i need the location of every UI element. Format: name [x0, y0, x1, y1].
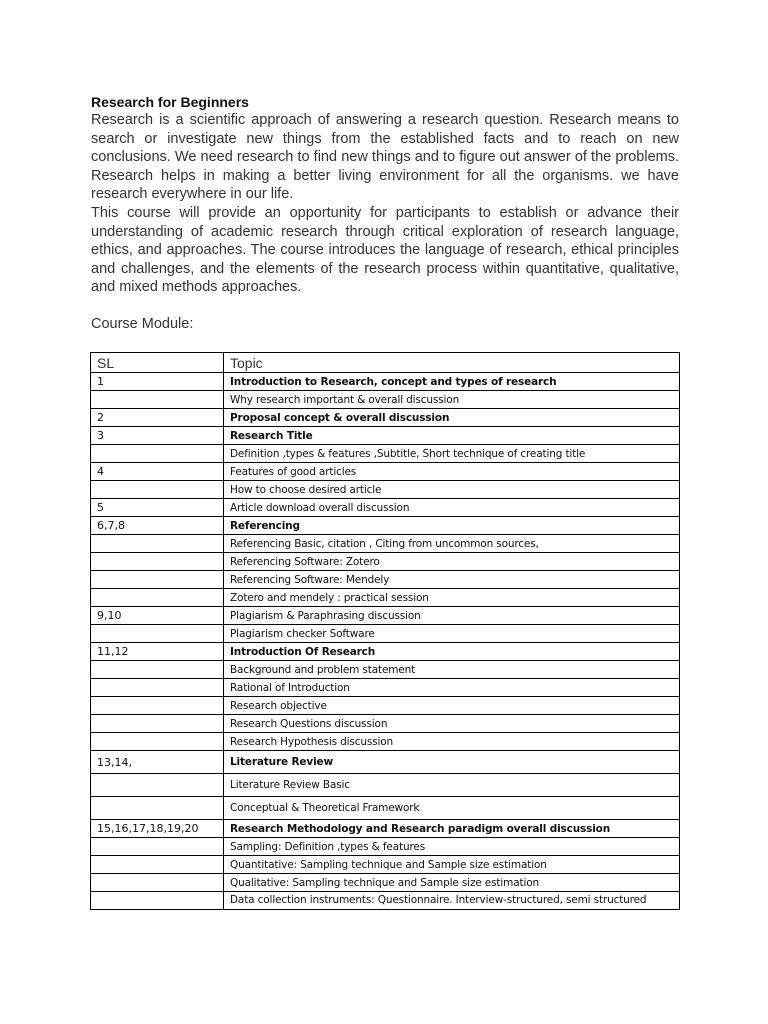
row-topic: Introduction to Research, concept and types of research — [224, 373, 680, 391]
row-sl: 1 — [91, 373, 224, 391]
table-row — [91, 874, 680, 892]
row-sl — [91, 892, 224, 910]
row-topic: Research Questions discussion — [224, 715, 680, 733]
row-sl: 13,14, — [91, 751, 224, 774]
row-sl: 6,7,8 — [91, 517, 224, 535]
row-topic: Plagiarism checker Software — [224, 625, 680, 643]
table-row — [91, 499, 680, 517]
row-sl — [91, 661, 224, 679]
row-topic: Literature Review — [224, 751, 680, 774]
table-row — [91, 391, 680, 409]
row-topic: Article download overall discussion — [224, 499, 680, 517]
row-sl: 4 — [91, 463, 224, 481]
table-row — [91, 571, 680, 589]
table-row — [91, 463, 680, 481]
row-sl — [91, 774, 224, 797]
row-topic: How to choose desired article — [224, 481, 680, 499]
row-sl — [91, 571, 224, 589]
table-row — [91, 373, 680, 391]
row-topic: Background and problem statement — [224, 661, 680, 679]
table-body — [91, 373, 680, 910]
row-sl — [91, 838, 224, 856]
table-row — [91, 625, 680, 643]
row-sl — [91, 445, 224, 463]
table-row — [91, 679, 680, 697]
row-sl — [91, 715, 224, 733]
table-row — [91, 856, 680, 874]
row-topic: Rational of Introduction — [224, 679, 680, 697]
table-row — [91, 697, 680, 715]
table-row — [91, 409, 680, 427]
row-sl — [91, 697, 224, 715]
row-sl — [91, 535, 224, 553]
row-topic: Why research important & overall discussion — [224, 391, 680, 409]
document-body — [91, 93, 679, 333]
row-sl — [91, 625, 224, 643]
row-topic: Conceptual & Theoretical Framework — [224, 797, 680, 820]
row-topic: Sampling: Definition ,types & features — [224, 838, 680, 856]
row-sl — [91, 856, 224, 874]
row-sl — [91, 391, 224, 409]
row-topic: Introduction Of Research — [224, 643, 680, 661]
row-topic: Features of good articles — [224, 463, 680, 481]
row-sl: 3 — [91, 427, 224, 445]
table-header-row — [91, 353, 680, 373]
header-topic: Topic — [224, 353, 680, 373]
row-sl: 9,10 — [91, 607, 224, 625]
row-sl — [91, 797, 224, 820]
row-sl — [91, 553, 224, 571]
row-topic: Quantitative: Sampling technique and Sample size estimation — [224, 856, 680, 874]
document-title: Research for Beginners — [91, 94, 249, 110]
row-topic: Data collection instruments: Questionnaire. Interview-structured, semi structured — [224, 892, 680, 910]
row-sl — [91, 589, 224, 607]
table-row — [91, 535, 680, 553]
table-row — [91, 733, 680, 751]
row-topic: Proposal concept & overall discussion — [224, 409, 680, 427]
table-row — [91, 838, 680, 856]
table-row — [91, 661, 680, 679]
row-sl — [91, 679, 224, 697]
table-row — [91, 820, 680, 838]
table-row — [91, 751, 680, 774]
table-row — [91, 427, 680, 445]
table-row — [91, 553, 680, 571]
row-topic: Research Hypothesis discussion — [224, 733, 680, 751]
table-row — [91, 445, 680, 463]
row-topic: Referencing Basic, citation , Citing from uncommon sources, — [224, 535, 680, 553]
table-row — [91, 517, 680, 535]
row-topic: Research Title — [224, 427, 680, 445]
course-module-table — [90, 352, 680, 910]
table-row — [91, 481, 680, 499]
row-topic: Referencing Software: Zotero — [224, 553, 680, 571]
row-sl — [91, 481, 224, 499]
table-row — [91, 797, 680, 820]
intro-paragraph: Research is a scientific approach of answering a research question. Research means to search or investigate new things from the established facts and to reach on new conclusions. We need research to find new things and to figure out answer of the problems. Research helps in making a better living environment for all the organisms. we have research everywhere in our life. — [91, 112, 679, 203]
table-row — [91, 589, 680, 607]
row-topic: Definition ,types & features ,Subtitle, Short technique of creating title — [224, 445, 680, 463]
row-sl — [91, 733, 224, 751]
row-sl: 15,16,17,18,19,20 — [91, 820, 224, 838]
row-topic: Referencing — [224, 517, 680, 535]
row-topic: Research Methodology and Research paradigm overall discussion — [224, 820, 680, 838]
header-sl: SL — [91, 353, 224, 373]
table-row — [91, 774, 680, 797]
row-topic: Referencing Software: Mendely — [224, 571, 680, 589]
row-sl: 2 — [91, 409, 224, 427]
course-module-label: Course Module: — [91, 315, 194, 332]
table-row — [91, 892, 680, 910]
course-paragraph: This course will provide an opportunity for participants to establish or advance their understanding of academic research through critical exploration of research language, ethics, and approaches. The course introduces the language of research, ethical principles and challenges, and the elements of the research process within quantitative, qualitative, and mixed methods approaches. — [91, 204, 679, 296]
row-topic: Plagiarism & Paraphrasing discussion — [224, 607, 680, 625]
row-topic: Qualitative: Sampling technique and Sample size estimation — [224, 874, 680, 892]
row-sl: 11,12 — [91, 643, 224, 661]
row-sl: 5 — [91, 499, 224, 517]
row-sl — [91, 874, 224, 892]
table-row — [91, 607, 680, 625]
table-row — [91, 643, 680, 661]
row-topic: Zotero and mendely : practical session — [224, 589, 680, 607]
row-topic: Research objective — [224, 697, 680, 715]
row-topic: Literature Review Basic — [224, 774, 680, 797]
table-row — [91, 715, 680, 733]
